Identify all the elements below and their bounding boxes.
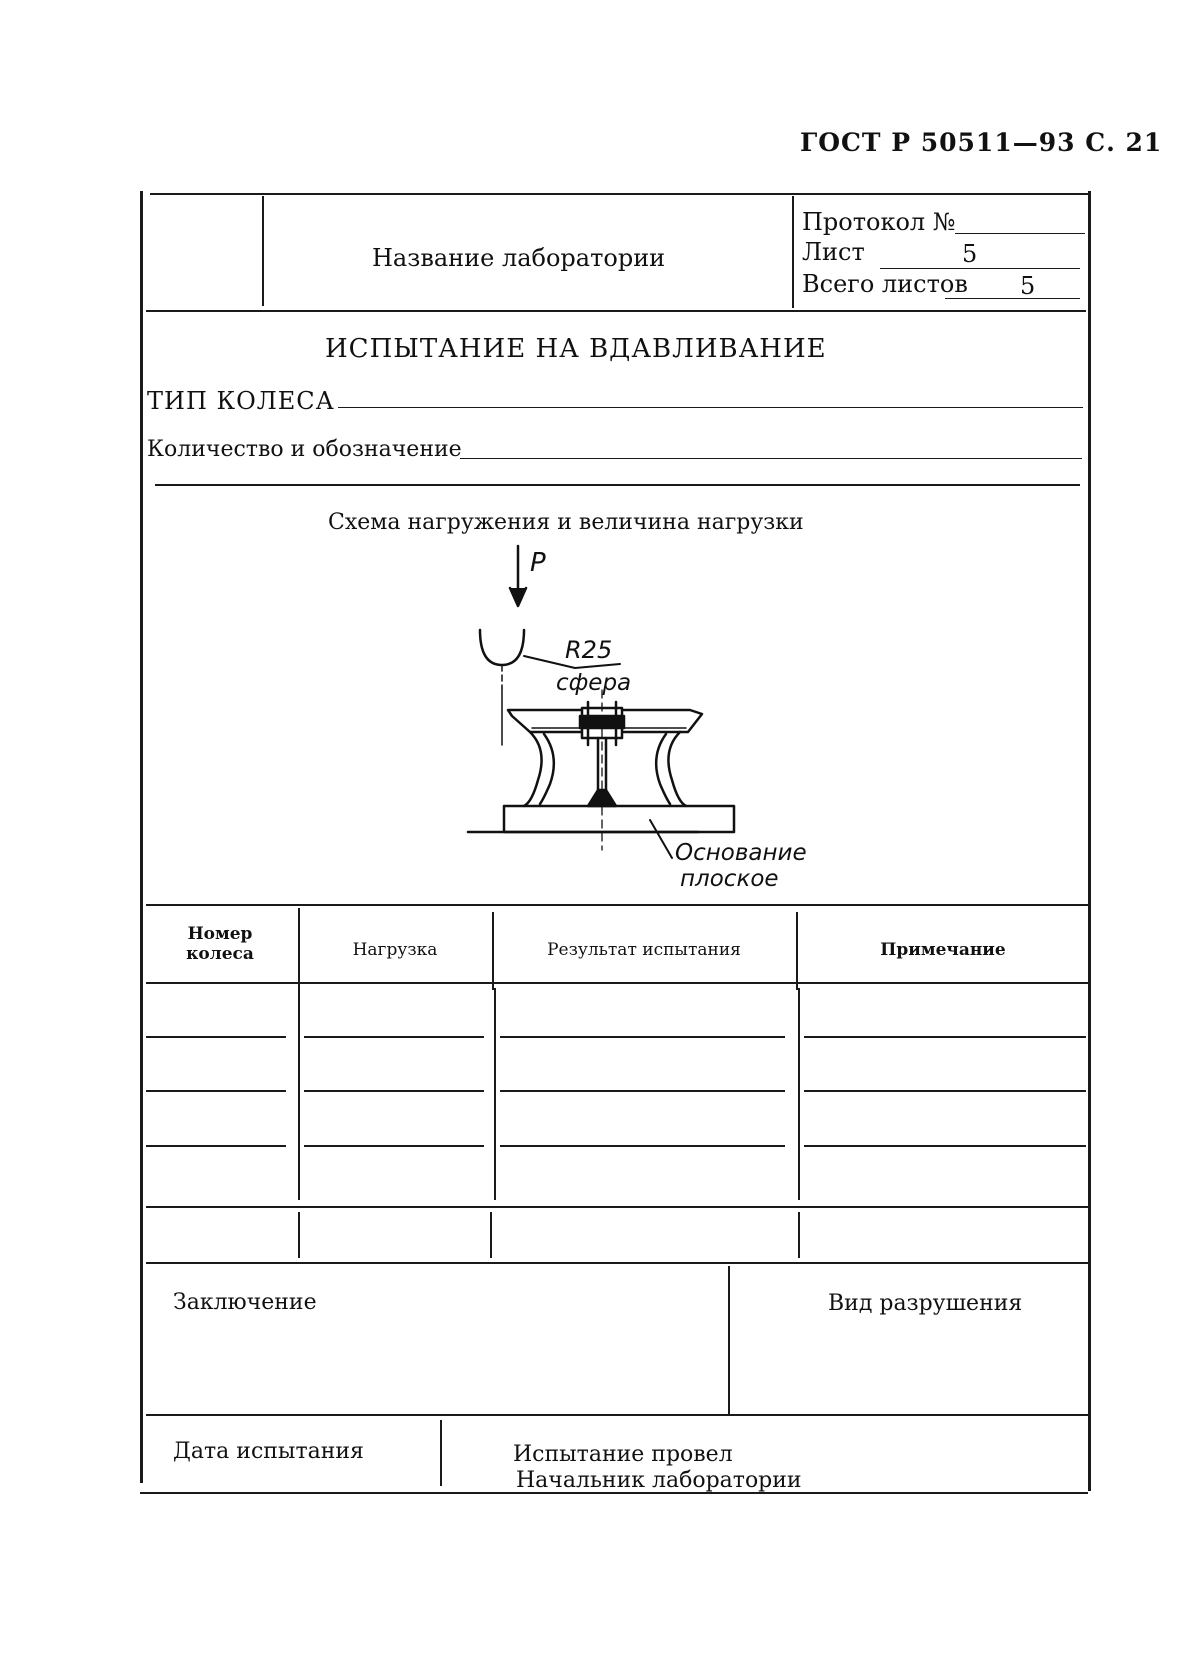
table-last-divider-3 — [798, 1212, 800, 1258]
force-label: P — [530, 548, 546, 578]
table-row — [146, 1206, 1091, 1208]
frame-bottom-border — [140, 1492, 1088, 1494]
protocol-label: Протокол № — [802, 208, 956, 236]
sheet-label: Лист — [802, 238, 865, 266]
sheet-field-line — [880, 268, 1080, 269]
lab-head-label: Начальник лаборатории — [516, 1468, 802, 1493]
radius-label: R25 — [565, 636, 613, 664]
lab-name: Название лаборатории — [372, 244, 666, 272]
quantity-label: Количество и обозначение — [147, 437, 462, 462]
scheme-label: Схема нагружения и величина нагрузки — [328, 510, 804, 535]
table-body-divider-3 — [798, 988, 800, 1200]
total-sheets-label: Всего листов — [802, 270, 968, 298]
table-row — [304, 1036, 484, 1038]
table-row — [146, 1036, 286, 1038]
table-bottom — [146, 1262, 1091, 1264]
table-row — [804, 1036, 1086, 1038]
table-row — [146, 1145, 286, 1147]
failure-type-label: Вид разрушения — [828, 1291, 1023, 1316]
form-title: ИСПЫТАНИЕ НА ВДАВЛИВАНИЕ — [325, 334, 827, 364]
table-body-divider-1 — [298, 988, 300, 1200]
col-note: Примечание — [880, 940, 1006, 960]
conclusion-divider — [728, 1266, 730, 1414]
table-row — [500, 1145, 785, 1147]
col-test-result: Результат испытания — [547, 940, 741, 960]
table-row — [804, 1090, 1086, 1092]
signature-divider — [440, 1420, 442, 1486]
title-section-bottom — [155, 484, 1080, 486]
table-last-divider-2 — [490, 1212, 492, 1258]
table-row — [500, 1036, 785, 1038]
table-last-divider-1 — [298, 1212, 300, 1258]
conclusion-label: Заключение — [173, 1290, 317, 1315]
sphere-label: сфера — [556, 670, 632, 696]
scheme-section-bottom — [146, 904, 1091, 906]
wheel-diagram-svg — [440, 540, 820, 890]
base-label-line1: Основание — [675, 840, 807, 866]
header-bottom-border — [146, 310, 1086, 312]
frame-left-border — [140, 191, 143, 1483]
wheel-type-field — [338, 407, 1083, 408]
total-sheets-field-line — [945, 298, 1080, 299]
protocol-number-field — [955, 233, 1085, 234]
frame-right-border — [1088, 191, 1091, 1491]
col-wheel-number-line1: Номер — [187, 924, 253, 944]
table-header-bottom — [146, 982, 1091, 984]
total-sheets-value: 5 — [1020, 272, 1036, 300]
table-row — [304, 1145, 484, 1147]
header-divider-left — [262, 196, 264, 306]
sheet-value: 5 — [962, 240, 978, 268]
header-divider-right — [792, 196, 794, 308]
table-row — [500, 1090, 785, 1092]
table-row — [304, 1090, 484, 1092]
conclusion-bottom — [146, 1414, 1091, 1416]
table-row — [804, 1145, 1086, 1147]
tested-by-label: Испытание провел — [513, 1442, 733, 1467]
base-label-line2: плоское — [680, 866, 779, 892]
frame-top-border — [150, 193, 1090, 195]
page-header: ГОСТ Р 50511—93 С. 21 — [800, 128, 1163, 157]
quantity-field — [460, 458, 1082, 459]
col-wheel-number-line2: колеса — [186, 944, 254, 964]
table-row — [146, 1090, 286, 1092]
wheel-type-label: ТИП КОЛЕСА — [147, 387, 335, 415]
test-date-label: Дата испытания — [173, 1439, 364, 1464]
table-body-divider-2 — [494, 988, 496, 1200]
col-load: Нагрузка — [352, 940, 438, 960]
loading-diagram — [440, 540, 820, 890]
